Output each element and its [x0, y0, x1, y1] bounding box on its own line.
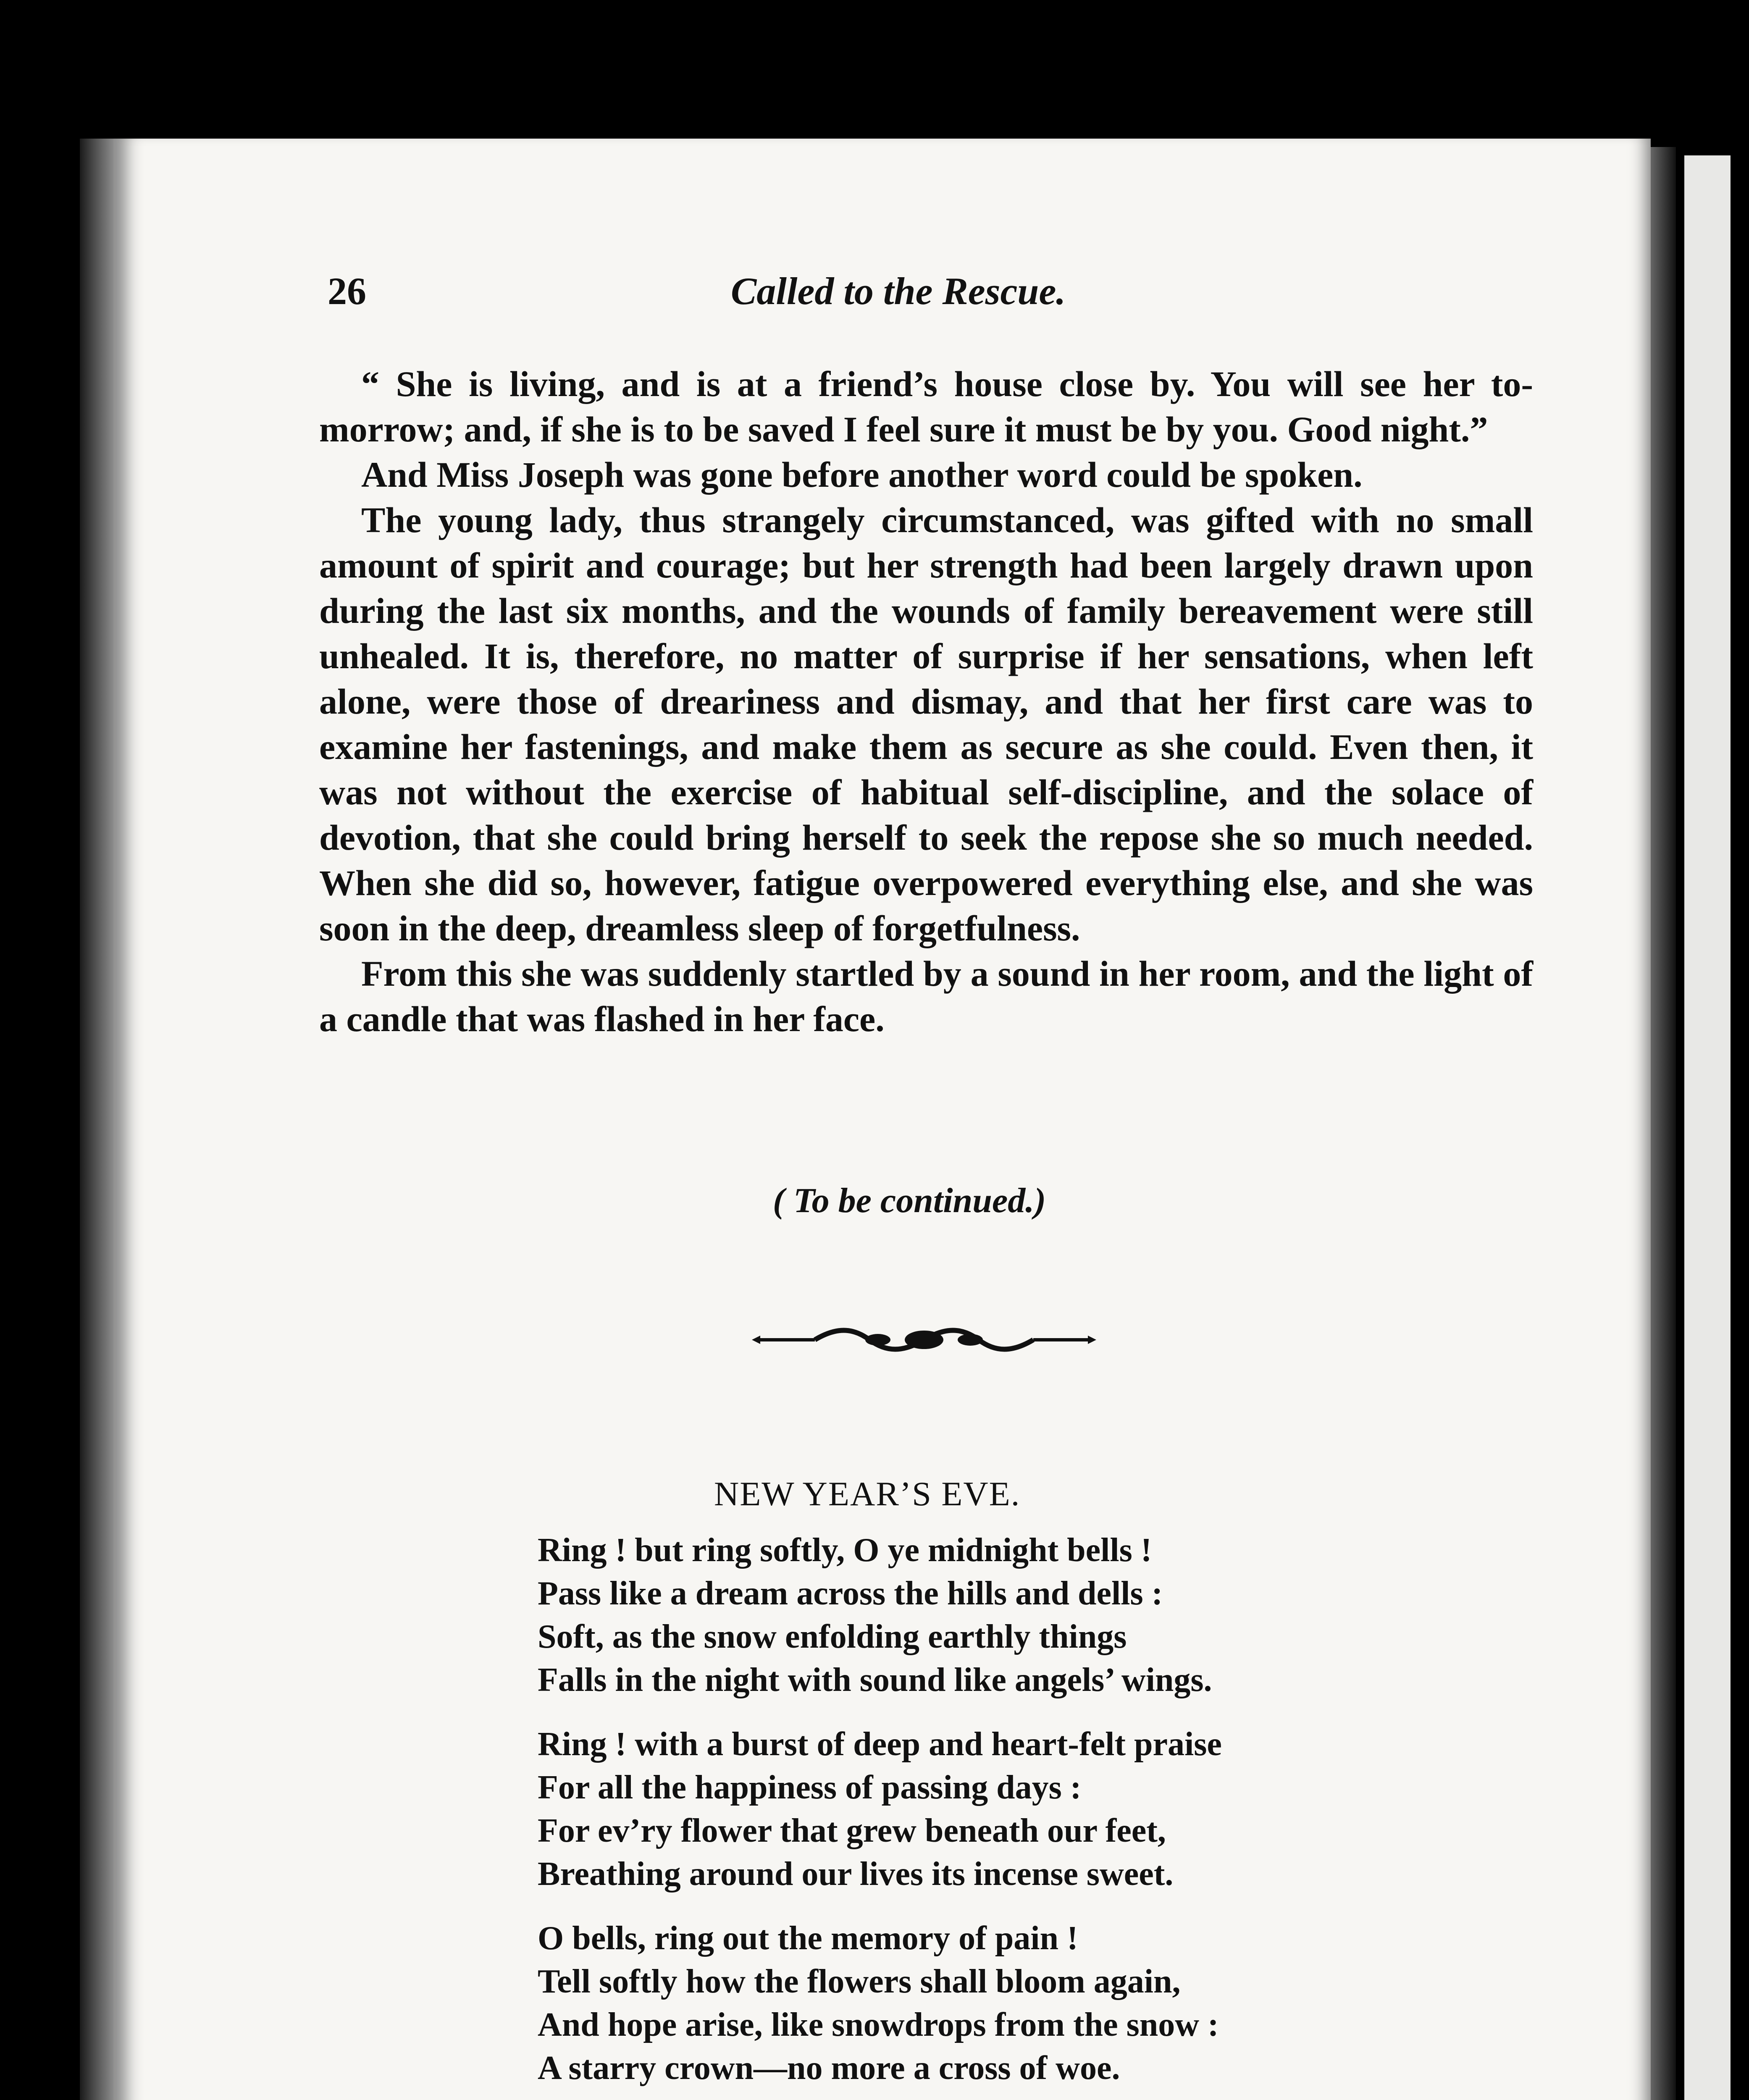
poem-line: Soft, as the snow enfolding earthly things [538, 1618, 1127, 1655]
poem-line: Falls in the night with sound like angels’ wings. [538, 1662, 1212, 1698]
page-header [328, 269, 1529, 319]
paragraph: And Miss Joseph was gone before another word could be spoken. [361, 454, 1363, 495]
poem-line: Ring ! with a burst of deep and heart-felt praise [538, 1726, 1222, 1763]
to-be-continued-note: ( To be continued.) [773, 1181, 1046, 1220]
page-number: 26 [328, 270, 366, 312]
poem-stanza [538, 1917, 1462, 2090]
paragraph: The young lady, thus strangely circumstanced, was gifted with no small amount of spirit and courage; but her strength had been largely drawn upon during the last six months, and the wounds of family bereavement were still unhealed. It is, therefore, no matter of surprise if her sensations, when left alone, were those of dreariness and dismay, and that her first care was to examine her fastenings, and make them as secure as she could. Even then, it was not without the exercise of habitual self-discipline, and the solace of devotion, that she could bring herself to seek the repose she so much needed. When she did so, however, fatigue overpowered everything else, and she was soon in the deep, dreamless sleep of forgetfulness. [319, 500, 1533, 948]
page-right-edge [1651, 147, 1676, 2100]
poem-line: For all the happiness of passing days : [538, 1769, 1082, 1806]
page-binding-edge [80, 139, 118, 2100]
decorative-divider-ornament [752, 1323, 1096, 1357]
adjacent-page-strip [1684, 155, 1731, 2100]
poem-line: For ev’ry flower that grew beneath our feet, [538, 1812, 1166, 1849]
paragraph: “ She is living, and is at a friend’s house close by. You will see her to-morrow; and, if she is to be saved I feel sure it must be by you. Good night.” [319, 364, 1533, 449]
poem-stanza [538, 1723, 1462, 1896]
running-title: Called to the Rescue. [731, 270, 1066, 312]
poem-line: O bells, ring out the memory of pain ! [538, 1920, 1078, 1957]
poem-body [538, 1529, 1462, 2100]
poem-title: NEW YEAR’S EVE. [714, 1475, 1021, 1513]
poem-line: Pass like a dream across the hills and dells : [538, 1575, 1163, 1612]
poem-stanza [538, 1529, 1462, 1702]
poem-line: Tell softly how the flowers shall bloom again, [538, 1963, 1181, 2000]
paragraph: From this she was suddenly startled by a sound in her room, and the light of a candle that was flashed in her face. [319, 953, 1533, 1039]
poem-line: Ring ! but ring softly, O ye midnight bells ! [538, 1532, 1152, 1569]
story-text [319, 361, 1533, 1042]
poem-line: Breathing around our lives its incense sweet. [538, 1856, 1174, 1893]
poem-line: And hope arise, like snowdrops from the snow : [538, 2006, 1219, 2043]
poem-line: A starry crown—no more a cross of woe. [538, 2050, 1120, 2087]
